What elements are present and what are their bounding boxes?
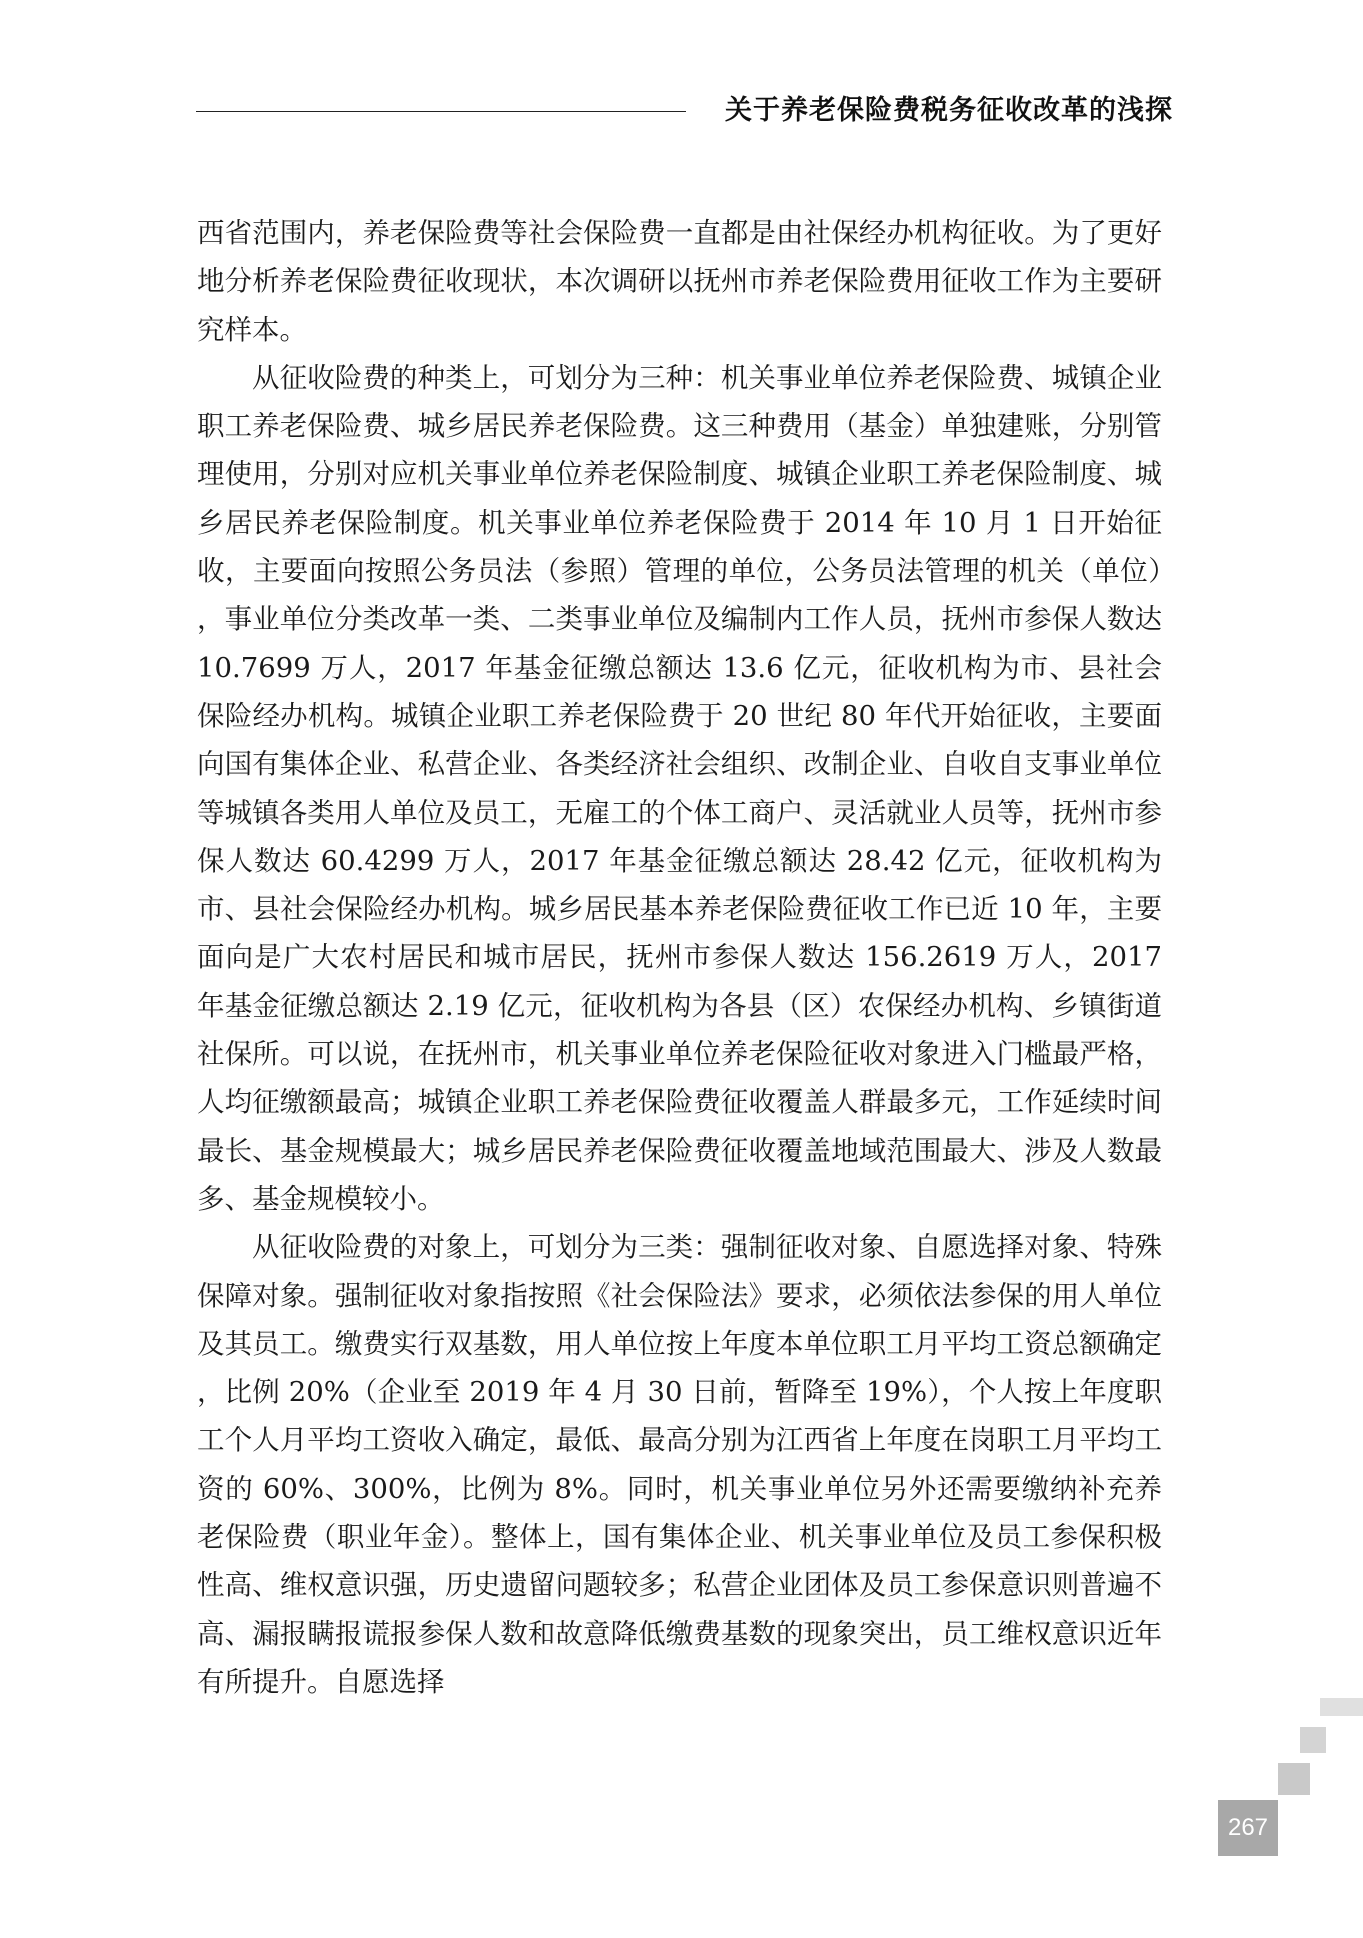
page-number-box — [1218, 1800, 1278, 1856]
decorative-square — [1320, 1698, 1363, 1716]
running-title: 关于养老保险费税务征收改革的浅探 — [725, 95, 1173, 126]
body-text — [197, 209, 1162, 1706]
paragraph-fee-subjects: 从征收险费的对象上，可划分为三类：强制征收对象、自愿选择对象、特殊保障对象。强制征收对象指按照《社会保险法》要求，必须依法参保的用人单位及其员工。缴费实行双基数，用人单位按上年度本单位职工月平均工资总额确定，比例 20%（企业至 2019 年 4 月 30 日前，暂降至 19%），个人按上年度职工个人月平均工资收入确定，最低、最高分别为江西省上年度在岗职工月平均工资的 60%、300%，比例为 8%。同时，机关事业单位另外还需要缴纳补充养老保险费（职业年金）。整体上，国有集体企业、机关事业单位及员工参保积极性高、维权意识强，历史遗留问题较多；私营企业团体及员工参保意识则普遍不高、漏报瞒报谎报参保人数和故意降低缴费基数的现象突出，员工维权意识近年有所提升。自愿选择 — [197, 1231, 1162, 1698]
decorative-square — [1278, 1763, 1310, 1795]
paragraph-fee-types: 从征收险费的种类上，可划分为三种：机关事业单位养老保险费、城镇企业职工养老保险费、城乡居民养老保险费。这三种费用（基金）单独建账，分别管理使用，分别对应机关事业单位养老保险制度、城镇企业职工养老保险制度、城乡居民养老保险制度。机关事业单位养老保险费于 2014 年 10 月 1 日开始征收，主要面向按照公务员法（参照）管理的单位，公务员法管理的机关（单位），事业单位分类改革一类、二类事业单位及编制内工作人员，抚州市参保人数达 10.7699 万人，2017 年基金征缴总额达 13.6 亿元，征收机构为市、县社会保险经办机构。城镇企业职工养老保险费于 20 世纪 80 年代开始征收，主要面向国有集体企业、私营企业、各类经济社会组织、改制企业、自收自支事业单位等城镇各类用人单位及员工，无雇工的个体工商户、灵活就业人员等，抚州市参保人数达 60.4299 万人，2017 年基金征缴总额达 28.42 亿元，征收机构为市、县社会保险经办机构。城乡居民基本养老保险费征收工作已近 10 年，主要面向是广大农村居民和城市居民，抚州市参保人数达 156.2619 万人，2017 年基金征缴总额达 2.19 亿元，征收机构为各县（区）农保经办机构、乡镇街道社保所。可以说，在抚州市，机关事业单位养老保险征收对象进入门槛最严格，人均征缴额最高；城镇企业职工养老保险费征收覆盖人群最多元，工作延续时间最长、基金规模最大；城乡居民养老保险费征收覆盖地域范围最大、涉及人数最多、基金规模较小。 — [197, 361, 1162, 1215]
paragraph-continuation: 西省范围内，养老保险费等社会保险费一直都是由社保经办机构征收。为了更好地分析养老保险费征收现状，本次调研以抚州市养老保险费用征收工作为主要研究样本。 — [197, 217, 1162, 346]
header-rule — [196, 111, 686, 112]
page-number: 267 — [1227, 1814, 1269, 1841]
decorative-square — [1300, 1727, 1326, 1753]
